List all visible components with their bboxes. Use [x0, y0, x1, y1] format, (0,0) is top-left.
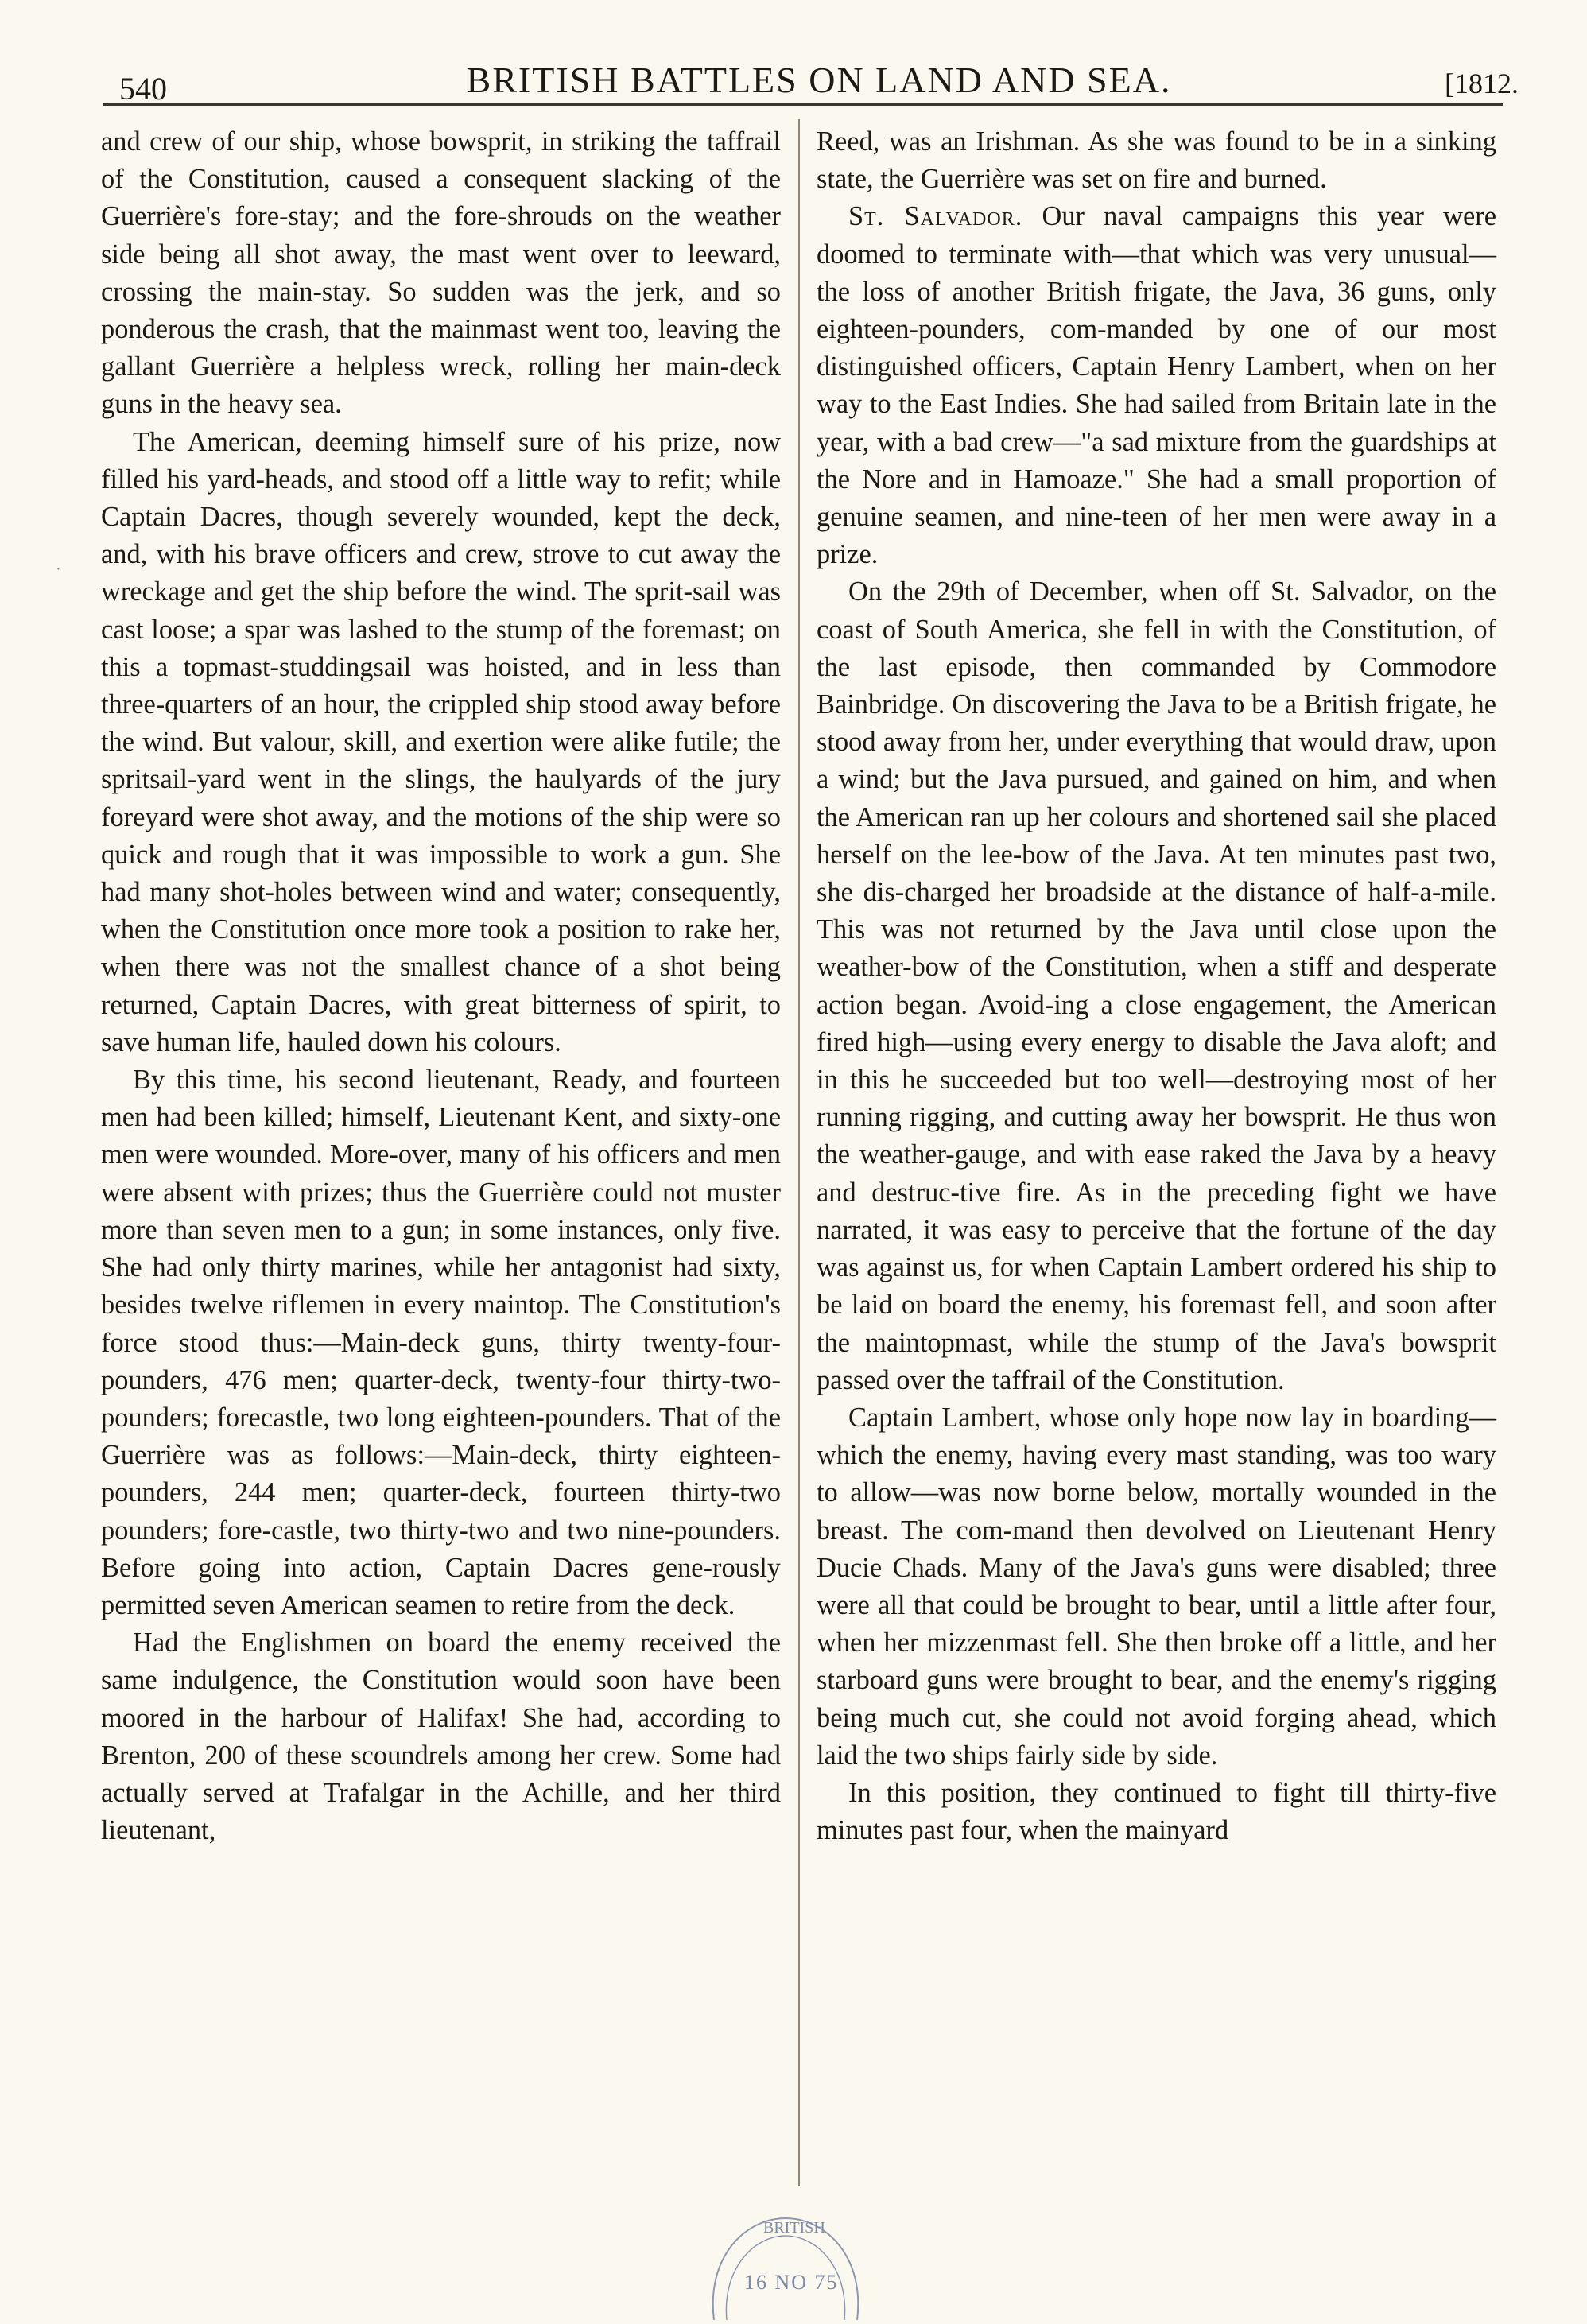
right-column [817, 123, 1496, 1849]
page-number: 540 [119, 71, 167, 107]
column-divider [798, 119, 800, 2186]
year-marker: [1812. [1445, 68, 1519, 99]
paragraph: Reed, was an Irishman. As she was found to be in a sinking state, the Guerrière was set on fire and burned. [817, 126, 1496, 195]
page-header [119, 56, 1519, 107]
paragraph-st-salvador [817, 198, 1496, 573]
paragraph: In this position, they continued to fight till thirty-five minutes past four, when the mainyard [817, 1777, 1496, 1846]
library-stamp [698, 2209, 873, 2320]
paragraph: and crew of our ship, whose bowsprit, in striking the taffrail of the Constitution, caused a consequent slacking of the Guerrière's fore-stay; and the fore-shrouds on the weather side being all shot away, the mast went over to leeward, crossing the main-stay. So sudden was the jerk, and so ponderous the crash, that the mainmast went too, leaving the gallant Guerrière a helpless wreck, rolling her main-deck guns in the heavy sea. [101, 126, 781, 420]
left-column [101, 123, 781, 1849]
side-heading: St. Salvador. [848, 201, 1023, 232]
paragraph: By this time, his second lieutenant, Ready, and fourteen men had been killed; himself, Lieutenant Kent, and sixty-one men were wounded. More-over, many of his officers and men were absent with prizes; thus the Guerrière could not muster more than seven men to a gun; in some instances, only five. She had only thirty marines, while her antagonist had sixty, besides twelve riflemen in every maintop. The Constitution's force stood thus:—Main-deck guns, thirty twenty-four-pounders, 476 men; quarter-deck, twenty-four thirty-two-pounders; forecastle, two long eighteen-pounders. That of the Guerrière was as follows:—Main-deck, thirty eighteen-pounders, 244 men; quarter-deck, fourteen thirty-two pounders; fore-castle, two thirty-two and two nine-pounders. Before going into action, Captain Dacres gene-rously permitted seven American seamen to retire from the deck. [101, 1065, 781, 1620]
header-rule [103, 103, 1503, 106]
paragraph-text: Our naval campaigns this year were doomed to terminate with—that which was very unusual—the loss of another British frigate, the Java, 36 guns, only eighteen-pounders, com-manded by one of our most distinguished officers, Captain Henry Lambert, when on her way to the East Indies. She had sailed from Britain late in the year, with a bad crew—"a sad mixture from the guardships at the Nore and in Hamoaze." She had a small proportion of genuine seamen, and nine-teen of her men were away in a prize. [817, 201, 1496, 570]
running-title: BRITISH BATTLES ON LAND AND SEA. [466, 60, 1172, 100]
paragraph: The American, deeming himself sure of his prize, now filled his yard-heads, and stood off a little way to refit; while Captain Dacres, though severely wounded, kept the deck, and, with his brave officers and crew, strove to cut away the wreckage and get the ship before the wind. The sprit-sail was cast loose; a spar was lashed to the stump of the foremast; on this a topmast-studdingsail was hoisted, and in less than three-quarters of an hour, the crippled ship stood away before the wind. But valour, skill, and exertion were alike futile; the spritsail-yard went in the slings, the haulyards of the jury foreyard were shot away, and the motions of the ship were so quick and rough that it was impossible to work a gun. She had many shot-holes between wind and water; consequently, when the Constitution once more took a position to rake her, when there was not the smallest chance of a shot being returned, Captain Dacres, with great bitterness of spirit, to save human life, hauled down his colours. [101, 426, 781, 1057]
paragraph: Had the Englishmen on board the enemy received the same indulgence, the Constitution would soon have been moored in the harbour of Halifax! She had, according to Brenton, 200 of these scoundrels among her crew. Some had actually served at Trafalgar in the Achille, and her third lieutenant, [101, 1628, 781, 1846]
margin-mark: · [56, 561, 61, 578]
paragraph: On the 29th of December, when off St. Salvador, on the coast of South America, she fell in with the Constitution, of the last episode, then commanded by Commodore Bainbridge. On discovering the Java to be a British frigate, he stood away from her, under everything that would draw, upon a wind; but the Java pursued, and gained on him, and when the American ran up her colours and shortened sail she placed herself on the lee-bow of the Java. At ten minutes past two, she dis-charged her broadside at the distance of half-a-mile. This was not returned by the Java until close upon the weather-bow of the Constitution, when a stiff and desperate action began. Avoid-ing a close engagement, the American fired high—using every energy to disable the Java aloft; and in this he succeeded but too well—destroying most of her running rigging, and cutting away her bowsprit. He thus won the weather-gauge, and with ease raked the Java by a heavy and destruc-tive fire. As in the preceding fight we have narrated, it was easy to perceive that the fortune of the day was against us, for when Captain Lambert ordered his ship to be laid on board the enemy, his foremast fell, and soon after the maintopmast, while the stump of the Java's bowsprit passed over the taffrail of the Constitution. [817, 576, 1496, 1395]
stamp-text: BRITISH [763, 2219, 825, 2237]
stamp-date: 16 NO 75 [744, 2271, 839, 2294]
stamp-outline-icon [698, 2209, 873, 2320]
paragraph: Captain Lambert, whose only hope now lay in boarding—which the enemy, having every mast standing, was too wary to allow—was now borne below, mortally wounded in the breast. The com-mand then devolved on Lieutenant Henry Ducie Chads. Many of the Java's guns were disabled; three were all that could be brought to bear, until a little after four, when her mizzenmast fell. She then broke off a little, and her starboard guns were brought to bear, and the enemy's rigging being much cut, she could not avoid forging ahead, which laid the two ships fairly side by side. [817, 1402, 1496, 1771]
